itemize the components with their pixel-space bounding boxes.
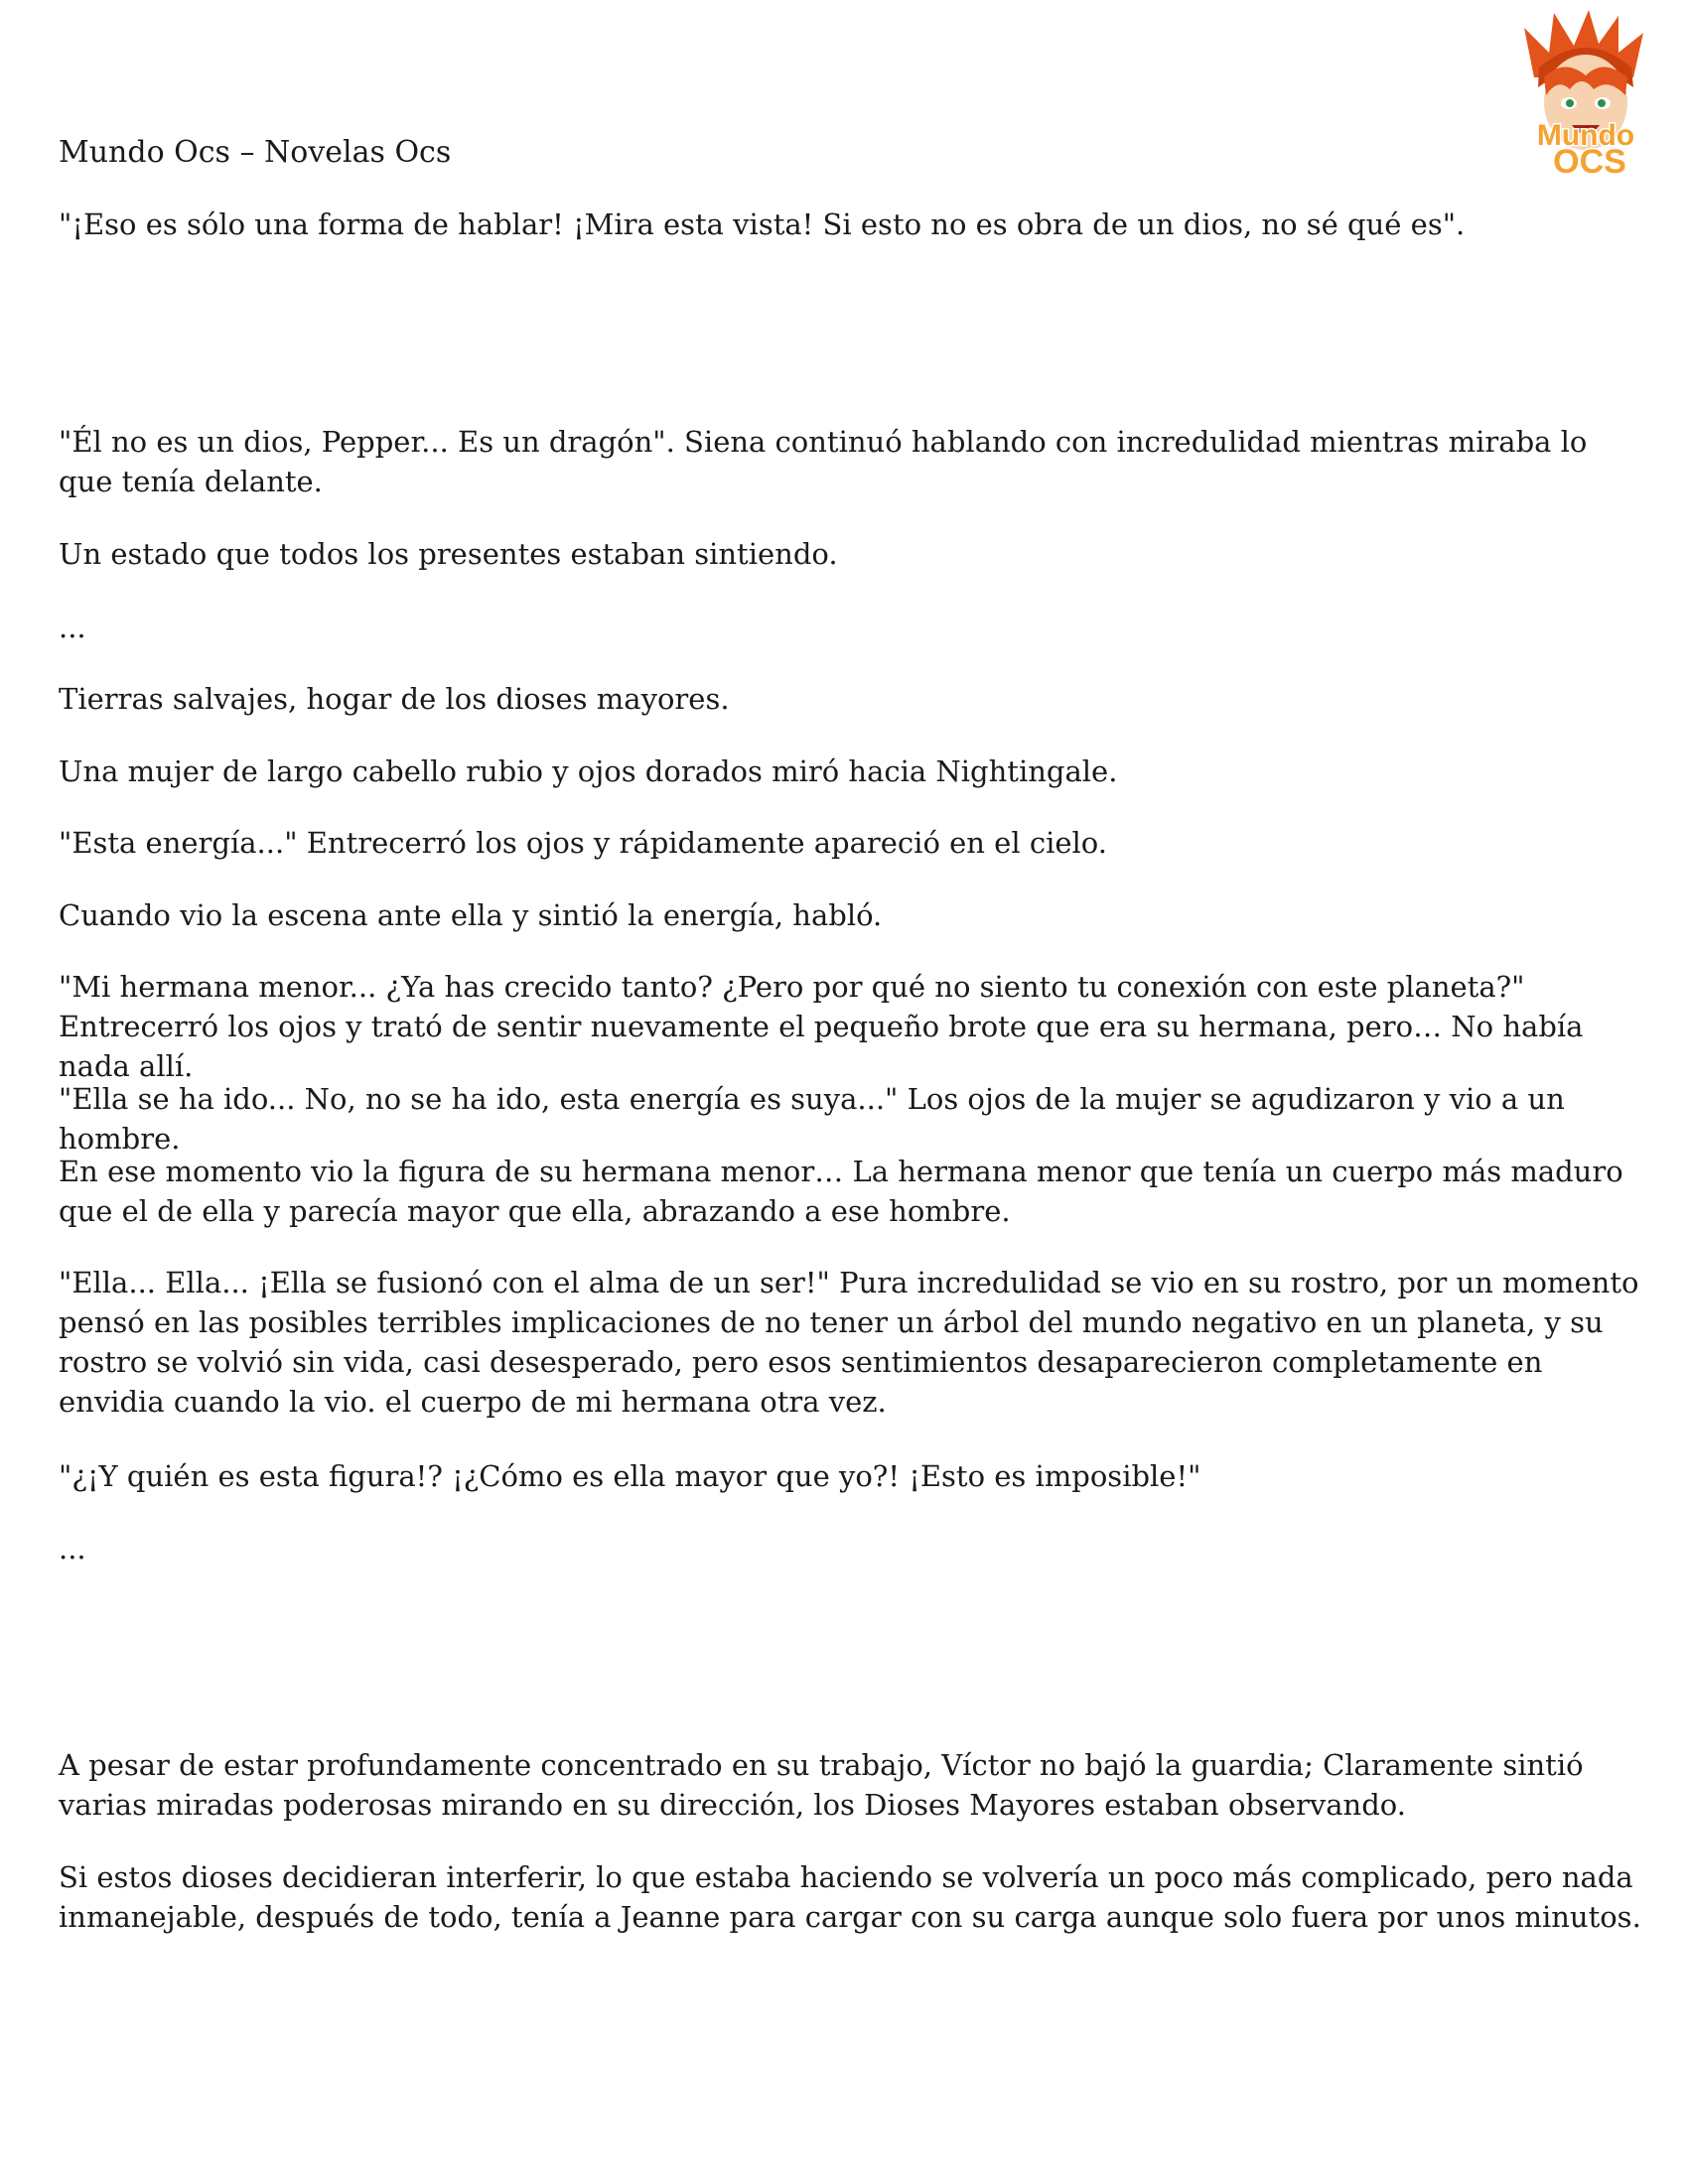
paragraph-1: "¡Eso es sólo una forma de hablar! ¡Mira esta vista! Si esto no es obra de un dios, no sé qué es".: [59, 207, 1466, 241]
document-header: Mundo Ocs – Novelas Ocs: [59, 135, 452, 170]
mundo-ocs-logo: [1494, 8, 1678, 182]
paragraph-3: Un estado que todos los presentes estaban sintiendo.: [59, 537, 838, 571]
paragraph-ellipsis-1: ...: [59, 611, 86, 644]
paragraph-10: "Ella se ha ido... No, no se ha ido, esta energía es suya..." Los ojos de la mujer se agudizaron y vio a un hombre.: [59, 1082, 1565, 1156]
paragraph-7: "Esta energía..." Entrecerró los ojos y rápidamente apareció en el cielo.: [59, 826, 1107, 860]
paragraph-6: Una mujer de largo cabello rubio y ojos dorados miró hacia Nightingale.: [59, 754, 1118, 788]
logo-text-line2: OCS: [1553, 143, 1626, 181]
paragraph-ellipsis-2: ...: [59, 1532, 86, 1566]
paragraph-15: A pesar de estar profundamente concentrado en su trabajo, Víctor no bajó la guardia; Claramente sintió varias miradas poderosas mirando en su dirección, los Dioses Mayores estaban observando.: [59, 1748, 1584, 1822]
paragraph-5: Tierras salvajes, hogar de los dioses mayores.: [59, 682, 730, 716]
paragraph-16: Si estos dioses decidieran interferir, lo que estaba haciendo se volvería un poco más complicado, pero nada inmanejable, después de todo, tenía a Jeanne para cargar con su carga aunque solo fuera por unos minutos.: [59, 1860, 1641, 1934]
paragraph-11: En ese momento vio la figura de su hermana menor… La hermana menor que tenía un cuerpo más maduro que el de ella y parecía mayor que ella, abrazando a ese hombre.: [59, 1155, 1623, 1228]
logo-text-line1: Mundo: [1536, 119, 1635, 152]
paragraph-8: Cuando vio la escena ante ella y sintió la energía, habló.: [59, 898, 883, 932]
paragraph-9: "Mi hermana menor... ¿Ya has crecido tanto? ¿Pero por qué no siento tu conexión con este planeta?" Entrecerró los ojos y trató de sentir nuevamente el pequeño brote que era su hermana, pero… No había nada allí.: [59, 970, 1584, 1083]
paragraph-13: "¿¡Y quién es esta figura!? ¡¿Cómo es ella mayor que yo?! ¡Esto es imposible!": [59, 1459, 1201, 1493]
paragraph-12: "Ella... Ella... ¡Ella se fusionó con el alma de un ser!" Pura incredulidad se vio en su rostro, por un momento pensó en las posibles terribles implicaciones de no tener un árbol del mundo negativo en un planeta, y su rostro se volvió sin vida, casi desesperado, pero esos sentimientos desaparecieron completamente en envidia cuando la vio. el cuerpo de mi hermana otra vez.: [59, 1266, 1639, 1419]
paragraph-2: "Él no es un dios, Pepper... Es un dragón". Siena continuó hablando con incredulidad mientras miraba lo que tenía delante.: [59, 425, 1588, 498]
